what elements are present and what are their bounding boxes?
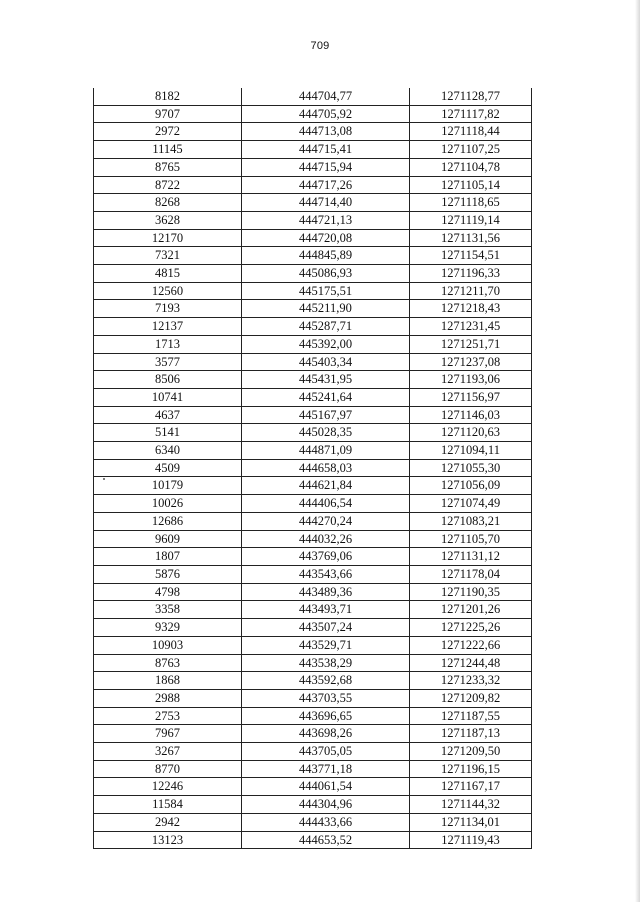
point-number-cell: 7967 (94, 725, 242, 743)
table-row (94, 601, 532, 619)
y-coordinate-cell: 1271231,45 (410, 318, 532, 336)
x-coordinate-cell: 443771,18 (242, 760, 410, 778)
point-number-cell: 4815 (94, 265, 242, 283)
point-number-cell: 8763 (94, 654, 242, 672)
x-coordinate-cell: 443698,26 (242, 725, 410, 743)
y-coordinate-cell: 1271209,50 (410, 743, 532, 761)
point-number-cell: 4798 (94, 583, 242, 601)
point-number-cell: 5876 (94, 565, 242, 583)
y-coordinate-cell: 1271094,11 (410, 442, 532, 460)
y-coordinate-cell: 1271225,26 (410, 619, 532, 637)
table-row (94, 548, 532, 566)
y-coordinate-cell: 1271237,08 (410, 353, 532, 371)
x-coordinate-cell: 444845,89 (242, 247, 410, 265)
x-coordinate-cell: 444304,96 (242, 796, 410, 814)
y-coordinate-cell: 1271201,26 (410, 601, 532, 619)
y-coordinate-cell: 1271104,78 (410, 158, 532, 176)
point-number-cell: 10026 (94, 495, 242, 513)
x-coordinate-cell: 444061,54 (242, 778, 410, 796)
y-coordinate-cell: 1271178,04 (410, 565, 532, 583)
y-coordinate-cell: 1271196,33 (410, 265, 532, 283)
x-coordinate-cell: 444705,92 (242, 105, 410, 123)
y-coordinate-cell: 1271105,14 (410, 176, 532, 194)
y-coordinate-cell: 1271119,14 (410, 211, 532, 229)
x-coordinate-cell: 444715,94 (242, 158, 410, 176)
point-number-cell: 1713 (94, 335, 242, 353)
table-row (94, 123, 532, 141)
y-coordinate-cell: 1271056,09 (410, 477, 532, 495)
x-coordinate-cell: 444433,66 (242, 813, 410, 831)
x-coordinate-cell: 443538,29 (242, 654, 410, 672)
x-coordinate-cell: 443769,06 (242, 548, 410, 566)
point-number-cell: 3358 (94, 601, 242, 619)
y-coordinate-cell: 1271107,25 (410, 141, 532, 159)
table-row (94, 88, 532, 105)
point-number-cell: 9329 (94, 619, 242, 637)
y-coordinate-cell: 1271055,30 (410, 459, 532, 477)
x-coordinate-cell: 443489,36 (242, 583, 410, 601)
table-row (94, 211, 532, 229)
y-coordinate-cell: 1271120,63 (410, 424, 532, 442)
x-coordinate-cell: 444871,09 (242, 442, 410, 460)
y-coordinate-cell: 1271244,48 (410, 654, 532, 672)
point-number-cell: 1868 (94, 672, 242, 690)
page-number: 709 (310, 40, 330, 52)
table-row (94, 619, 532, 637)
x-coordinate-cell: 445392,00 (242, 335, 410, 353)
y-coordinate-cell: 1271134,01 (410, 813, 532, 831)
y-coordinate-cell: 1271128,77 (410, 88, 532, 105)
x-coordinate-cell: 443507,24 (242, 619, 410, 637)
table-row (94, 636, 532, 654)
x-coordinate-cell: 444713,08 (242, 123, 410, 141)
table-row (94, 388, 532, 406)
table-row (94, 813, 532, 831)
x-coordinate-cell: 444032,26 (242, 530, 410, 548)
point-number-cell: 12170 (94, 229, 242, 247)
table-row (94, 176, 532, 194)
x-coordinate-cell: 445028,35 (242, 424, 410, 442)
table-row (94, 318, 532, 336)
y-coordinate-cell: 1271233,32 (410, 672, 532, 690)
point-number-cell: 12246 (94, 778, 242, 796)
point-number-cell: 4637 (94, 406, 242, 424)
point-number-cell: 5141 (94, 424, 242, 442)
x-coordinate-cell: 445086,93 (242, 265, 410, 283)
point-number-cell: 8722 (94, 176, 242, 194)
y-coordinate-cell: 1271193,06 (410, 371, 532, 389)
y-coordinate-cell: 1271117,82 (410, 105, 532, 123)
x-coordinate-cell: 443703,55 (242, 689, 410, 707)
point-number-cell: 8506 (94, 371, 242, 389)
y-coordinate-cell: 1271167,17 (410, 778, 532, 796)
point-number-cell: 4509 (94, 459, 242, 477)
table-row (94, 760, 532, 778)
point-number-cell: 7321 (94, 247, 242, 265)
point-number-cell: 8182 (94, 88, 242, 105)
y-coordinate-cell: 1271156,97 (410, 388, 532, 406)
y-coordinate-cell: 1271119,43 (410, 831, 532, 849)
y-coordinate-cell: 1271105,70 (410, 530, 532, 548)
x-coordinate-cell: 445403,34 (242, 353, 410, 371)
table-row (94, 353, 532, 371)
point-number-cell: 13123 (94, 831, 242, 849)
y-coordinate-cell: 1271131,12 (410, 548, 532, 566)
point-number-cell: 9707 (94, 105, 242, 123)
y-coordinate-cell: 1271118,65 (410, 194, 532, 212)
table-row (94, 105, 532, 123)
y-coordinate-cell: 1271196,15 (410, 760, 532, 778)
table-row (94, 477, 532, 495)
x-coordinate-cell: 445431,95 (242, 371, 410, 389)
table-row (94, 424, 532, 442)
table-row (94, 565, 532, 583)
x-coordinate-cell: 445175,51 (242, 282, 410, 300)
point-number-cell: 3628 (94, 211, 242, 229)
table-row (94, 530, 532, 548)
coordinates-table (93, 88, 532, 849)
table-body (94, 88, 532, 849)
point-number-cell: 2988 (94, 689, 242, 707)
point-number-cell: 11584 (94, 796, 242, 814)
table-row (94, 194, 532, 212)
x-coordinate-cell: 445287,71 (242, 318, 410, 336)
table-row (94, 512, 532, 530)
x-coordinate-cell: 443493,71 (242, 601, 410, 619)
x-coordinate-cell: 444714,40 (242, 194, 410, 212)
y-coordinate-cell: 1271211,70 (410, 282, 532, 300)
table-row (94, 725, 532, 743)
table-row (94, 672, 532, 690)
point-number-cell: 1807 (94, 548, 242, 566)
point-number-cell: 2942 (94, 813, 242, 831)
x-coordinate-cell: 444715,41 (242, 141, 410, 159)
table-row (94, 459, 532, 477)
x-coordinate-cell: 444658,03 (242, 459, 410, 477)
point-number-cell: 12560 (94, 282, 242, 300)
point-number-cell: 9609 (94, 530, 242, 548)
table-row (94, 247, 532, 265)
table-row (94, 778, 532, 796)
table-row (94, 831, 532, 849)
table-row (94, 141, 532, 159)
x-coordinate-cell: 445167,97 (242, 406, 410, 424)
y-coordinate-cell: 1271074,49 (410, 495, 532, 513)
table-row (94, 495, 532, 513)
y-coordinate-cell: 1271131,56 (410, 229, 532, 247)
x-coordinate-cell: 443696,65 (242, 707, 410, 725)
x-coordinate-cell: 444720,08 (242, 229, 410, 247)
point-number-cell: 10179 (94, 477, 242, 495)
x-coordinate-cell: 444721,13 (242, 211, 410, 229)
table-row (94, 654, 532, 672)
table-row (94, 335, 532, 353)
point-number-cell: 11145 (94, 141, 242, 159)
point-number-cell: 10903 (94, 636, 242, 654)
table-row (94, 583, 532, 601)
table-row (94, 265, 532, 283)
y-coordinate-cell: 1271083,21 (410, 512, 532, 530)
y-coordinate-cell: 1271144,32 (410, 796, 532, 814)
x-coordinate-cell: 443705,05 (242, 743, 410, 761)
table-row (94, 158, 532, 176)
y-coordinate-cell: 1271118,44 (410, 123, 532, 141)
point-number-cell: 12686 (94, 512, 242, 530)
point-number-cell: 7193 (94, 300, 242, 318)
point-number-cell: 8268 (94, 194, 242, 212)
point-number-cell: 12137 (94, 318, 242, 336)
x-coordinate-cell: 444704,77 (242, 88, 410, 105)
table-row (94, 689, 532, 707)
scan-edge-shadow (635, 0, 640, 902)
y-coordinate-cell: 1271187,55 (410, 707, 532, 725)
y-coordinate-cell: 1271146,03 (410, 406, 532, 424)
coordinates-table-container (93, 88, 531, 849)
x-coordinate-cell: 445241,64 (242, 388, 410, 406)
table-row (94, 743, 532, 761)
point-number-cell: 2753 (94, 707, 242, 725)
x-coordinate-cell: 444270,24 (242, 512, 410, 530)
table-row (94, 282, 532, 300)
table-row (94, 796, 532, 814)
table-row (94, 442, 532, 460)
x-coordinate-cell: 443529,71 (242, 636, 410, 654)
point-number-cell: 8765 (94, 158, 242, 176)
point-number-cell: 10741 (94, 388, 242, 406)
table-row (94, 406, 532, 424)
y-coordinate-cell: 1271218,43 (410, 300, 532, 318)
x-coordinate-cell: 445211,90 (242, 300, 410, 318)
x-coordinate-cell: 444717,26 (242, 176, 410, 194)
point-number-cell: 6340 (94, 442, 242, 460)
y-coordinate-cell: 1271190,35 (410, 583, 532, 601)
table-row (94, 229, 532, 247)
table-row (94, 707, 532, 725)
x-coordinate-cell: 444621,84 (242, 477, 410, 495)
y-coordinate-cell: 1271187,13 (410, 725, 532, 743)
x-coordinate-cell: 443543,66 (242, 565, 410, 583)
point-number-cell: 3267 (94, 743, 242, 761)
table-row (94, 371, 532, 389)
y-coordinate-cell: 1271251,71 (410, 335, 532, 353)
scan-speck (103, 478, 105, 480)
point-number-cell: 2972 (94, 123, 242, 141)
point-number-cell: 8770 (94, 760, 242, 778)
y-coordinate-cell: 1271222,66 (410, 636, 532, 654)
table-row (94, 300, 532, 318)
x-coordinate-cell: 444406,54 (242, 495, 410, 513)
y-coordinate-cell: 1271209,82 (410, 689, 532, 707)
x-coordinate-cell: 443592,68 (242, 672, 410, 690)
point-number-cell: 3577 (94, 353, 242, 371)
x-coordinate-cell: 444653,52 (242, 831, 410, 849)
y-coordinate-cell: 1271154,51 (410, 247, 532, 265)
